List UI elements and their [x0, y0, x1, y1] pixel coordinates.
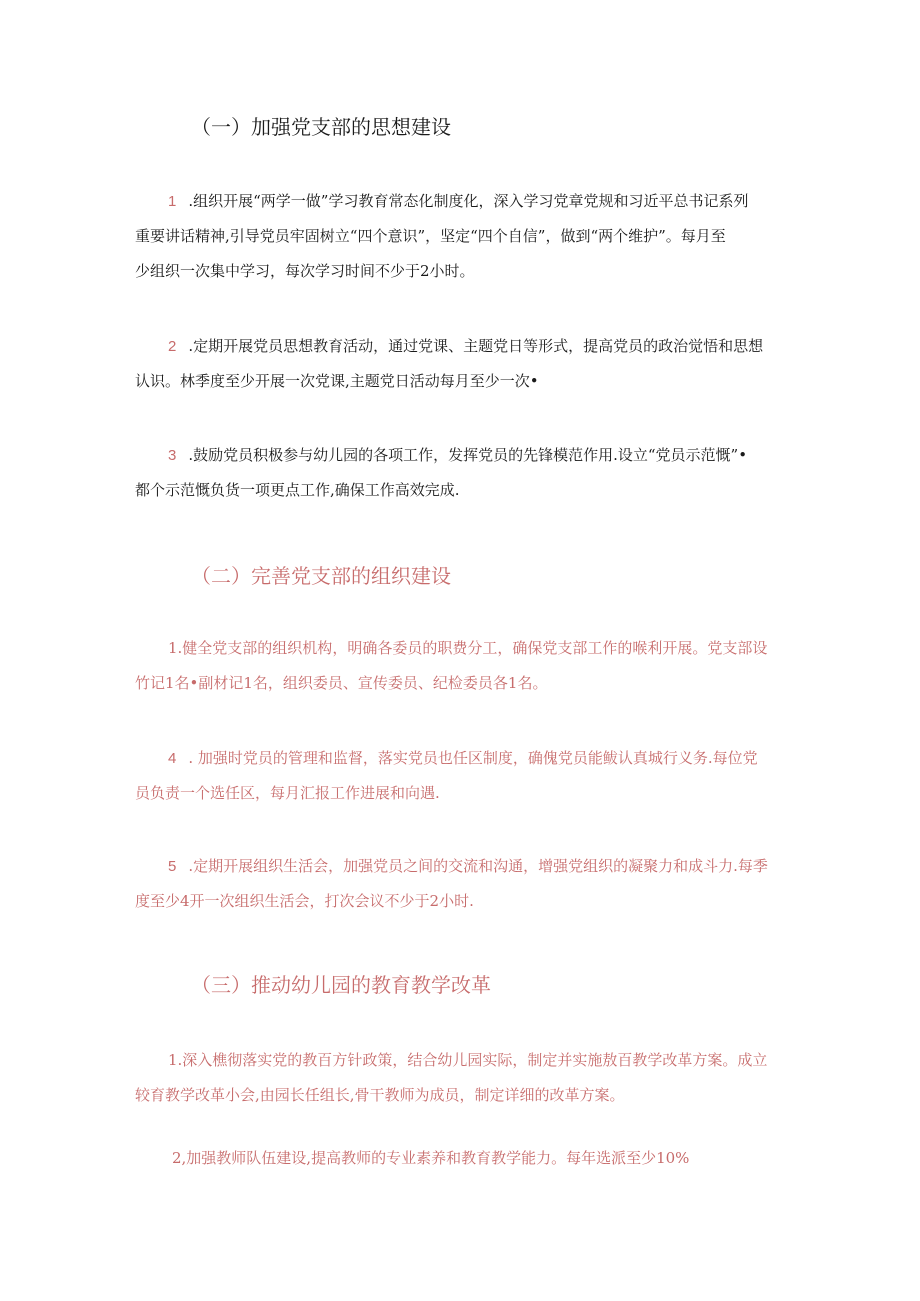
paragraph-line: 度至少4开一次组织生活会，打次会议不少于2小时.	[135, 892, 474, 910]
paragraph-3-2	[135, 1141, 795, 1176]
item-number: 5	[168, 858, 177, 875]
paragraph-1-2	[135, 329, 795, 399]
paragraph-3-1	[135, 1043, 795, 1113]
paragraph-line: . 加强时党员的管理和监督，落实党员也任区制度，确傀党员能鲅认真城行义务.每位党	[188, 749, 758, 767]
paragraph-line: 认识。林季度至少开展一次党课,主题党日活动每月至少一次•	[135, 372, 539, 390]
section-3-heading: （三）推动幼儿园的教育教学改革	[191, 973, 491, 997]
paragraph-line: .定期开展党员思想教育活动，通过党课、主题党日等形式，提高党员的政治觉悟和思想	[188, 337, 764, 355]
paragraph-line: 重要讲话精神,引导党员牢固树立“四个意识”，坚定“四个自信”，做到“两个维护”。每月至	[135, 227, 726, 245]
paragraph-line: 竹记1名•副材记1名，组织委员、宣传委员、纪检委员各1名。	[135, 674, 548, 692]
item-number: 2	[168, 338, 177, 355]
section-2-heading: （二）完善党支部的组织建设	[191, 564, 451, 588]
item-number: 3	[168, 447, 177, 464]
paragraph-2-2	[135, 741, 795, 811]
paragraph-line: .鼓励党员积极参与幼儿园的各项工作，发挥党员的先锋模范作用.设立“党员示范慨”•	[188, 446, 748, 464]
paragraph-line: 1.深入樵彻落实党的教百方针政策，结合幼儿园实际，制定并实施敖百教学改革方案。成立	[168, 1051, 768, 1069]
paragraph-line: .组织开展“两学一做”学习教育常态化制度化，深入学习党章党规和习近平总书记系列	[188, 192, 749, 210]
section-1-heading: （一）加强党支部的思想建设	[191, 115, 451, 139]
item-number: 4	[168, 750, 177, 767]
paragraph-2-3	[135, 849, 795, 919]
paragraph-line: 1.健全党支部的组织机构，明确各委员的职费分工，确保党支部工作的喉利开展。党支部设	[168, 639, 768, 657]
paragraph-1-3	[135, 438, 795, 508]
paragraph-line: 2,加强教师队伍建设,提高教师的专业素养和教育教学能力。每年选派至少10%	[172, 1149, 690, 1167]
paragraph-line: 员负责一个选任区，每月汇报工作进展和向遇.	[135, 784, 440, 802]
paragraph-1-1	[135, 184, 795, 289]
paragraph-line: 少组织一次集中学习，每次学习时间不少于2小时。	[135, 262, 475, 280]
paragraph-line: .定期开展组织生活会，加强党员之间的交流和沟通，增强党组织的凝聚力和成斗力.每季	[188, 857, 768, 875]
item-number: 1	[168, 193, 177, 210]
paragraph-line: 较育教学改革小会,由园长任组长,骨干教师为成员，制定详细的改革方案。	[135, 1086, 625, 1104]
paragraph-2-1	[135, 631, 795, 701]
paragraph-line: 都个示范慨负货一项更点工作,确保工作高效完成.	[135, 481, 460, 499]
